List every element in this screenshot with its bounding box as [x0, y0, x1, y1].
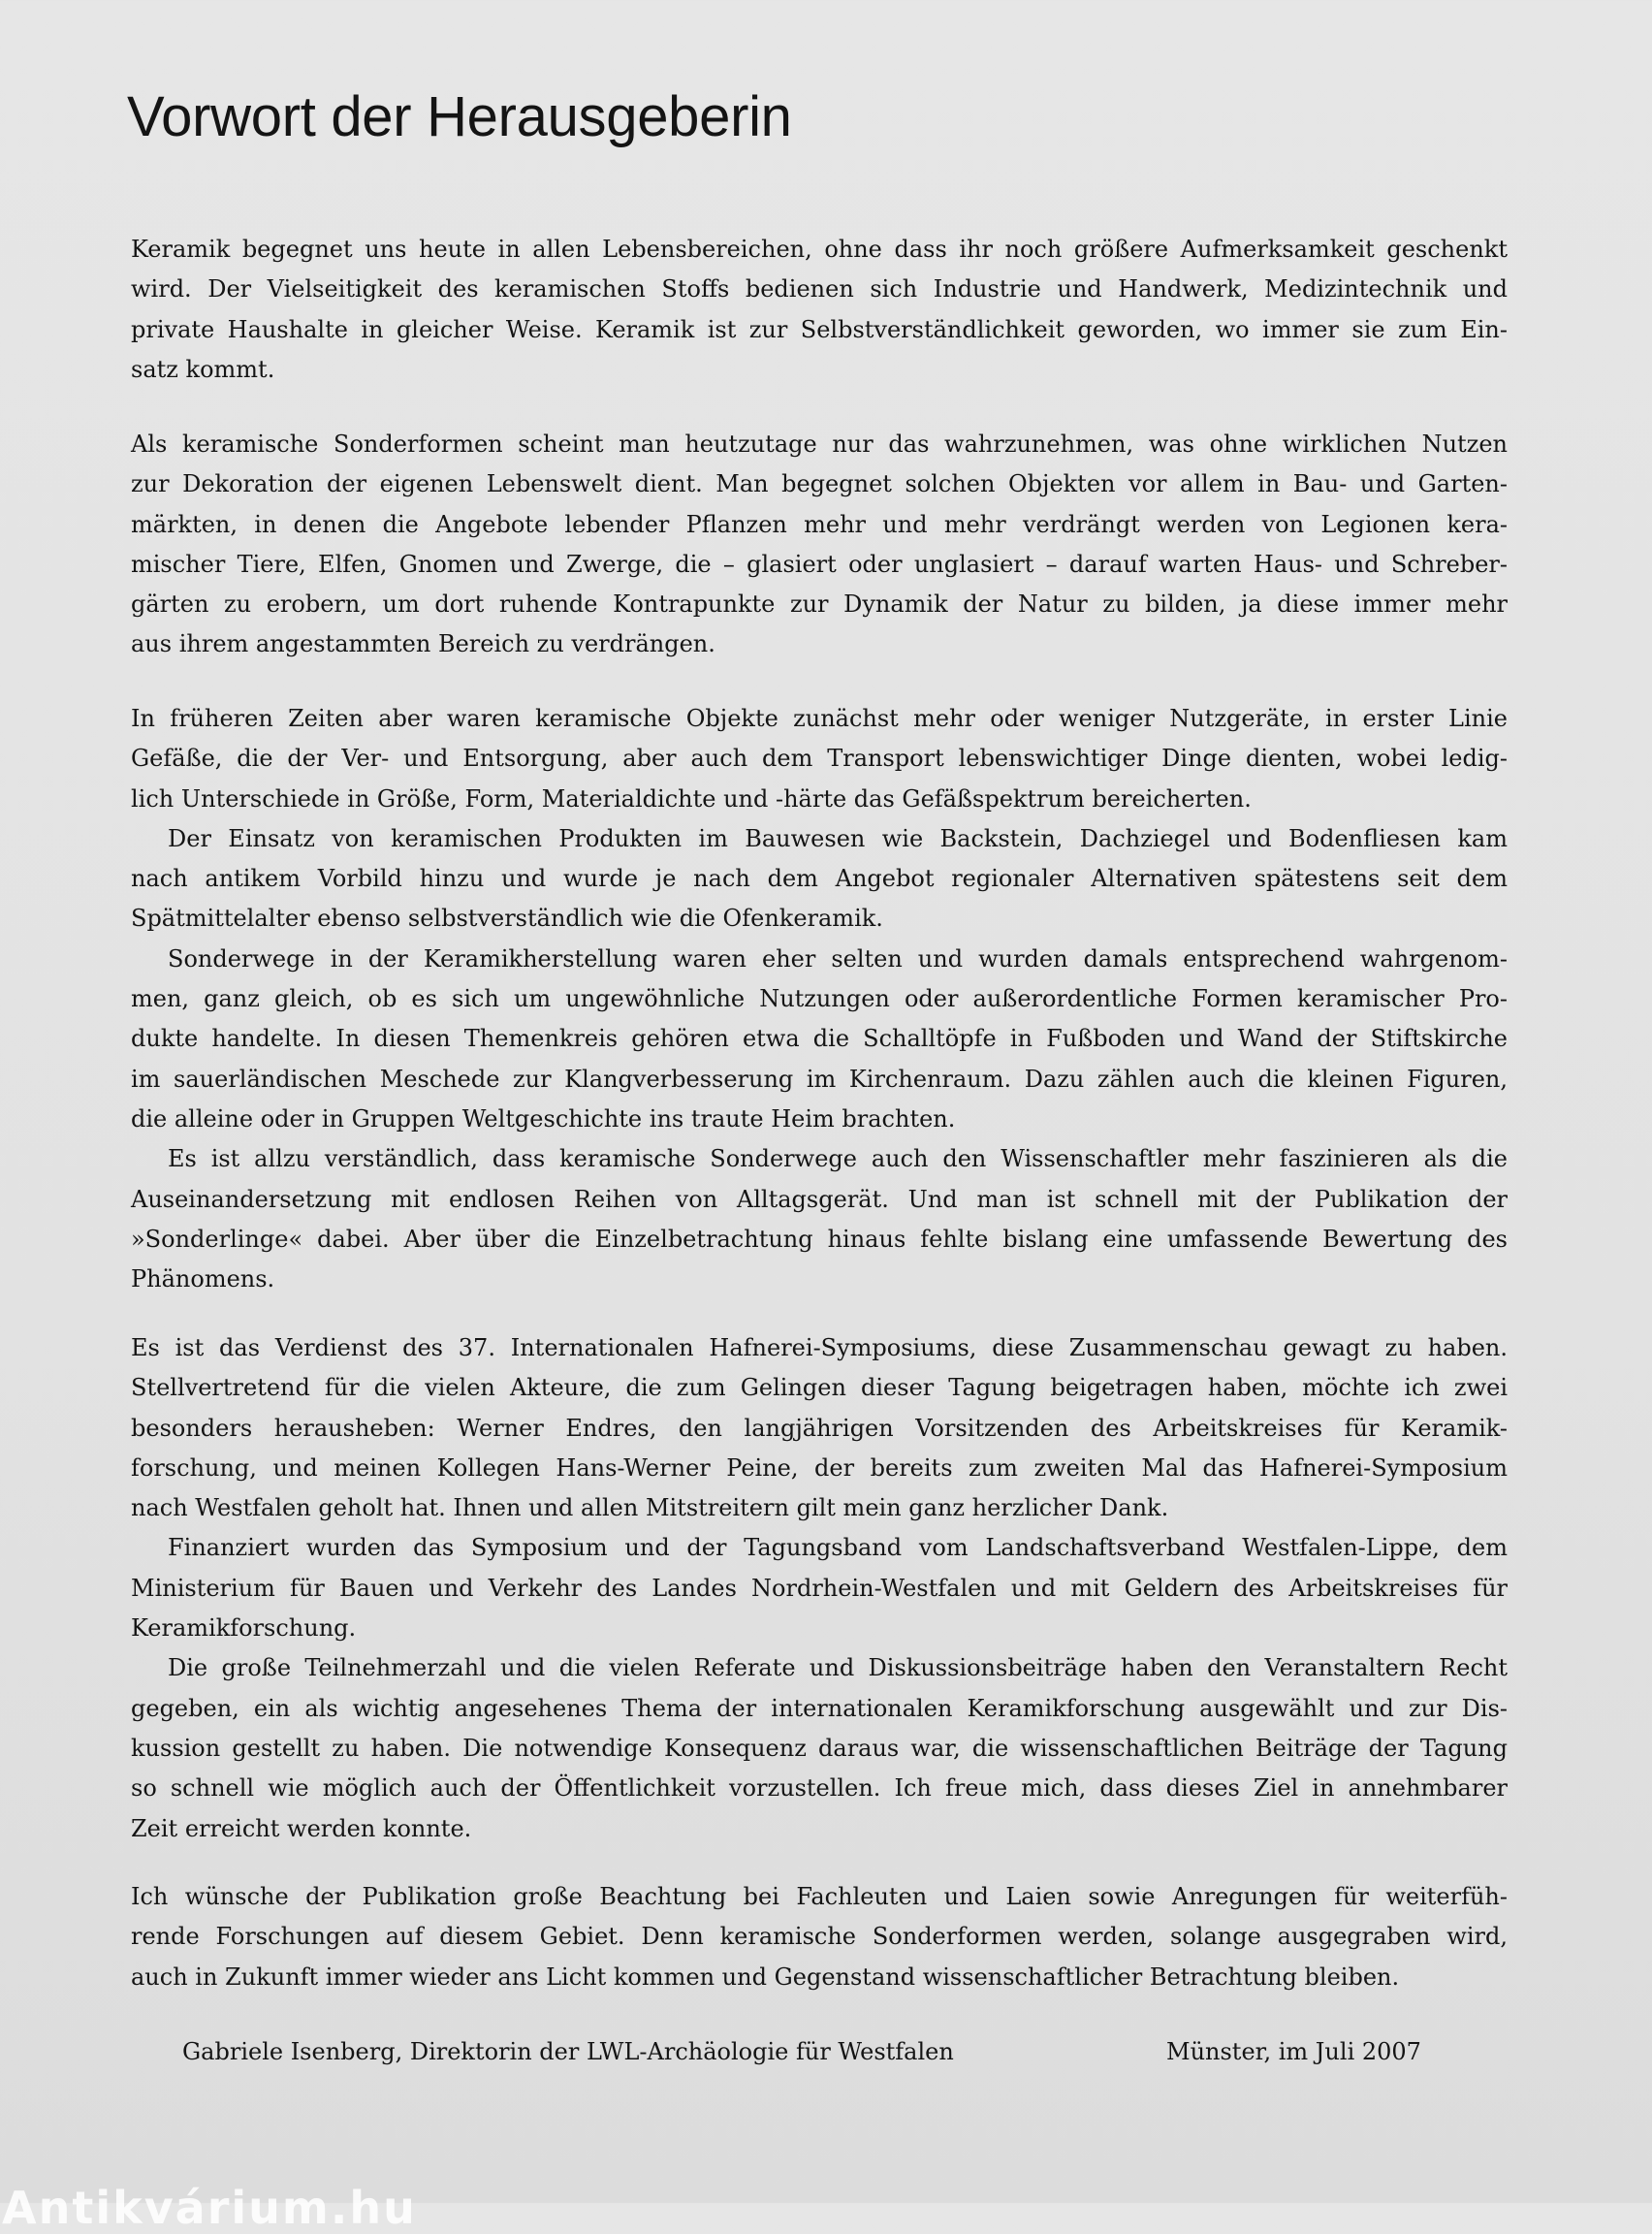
text-line: Finanziert wurden das Symposium und der Tagungsband vom Landschaftsverband Westfalen-Lippe, dem [168, 1534, 1508, 1562]
text-line: nach antikem Vorbild hinzu und wurde je nach dem Angebot regionaler Alternativen spätestens seit dem [131, 865, 1508, 893]
text-section [131, 230, 1508, 390]
text-line: so schnell wie möglich auch der Öffentlichkeit vorzustellen. Ich freue mich, dass dieses Ziel in annehmbarer [131, 1774, 1508, 1803]
text-line: Spätmittelalter ebenso selbstverständlich wie die Ofenkeramik. [131, 905, 883, 933]
text-section [131, 1328, 1508, 1849]
text-line: rende Forschungen auf diesem Gebiet. Denn keramische Sonderformen werden, solange ausgegraben wird, [131, 1923, 1508, 1951]
text-line: auch in Zukunft immer wieder ans Licht kommen und Gegenstand wissenschaftlicher Betrachtung bleiben. [131, 1963, 1400, 1991]
text-line: Die große Teilnehmerzahl und die vielen Referate und Diskussionsbeiträge haben den Veranstaltern Recht [168, 1654, 1508, 1682]
text-line: Phänomens. [131, 1265, 275, 1293]
paragraph [131, 819, 1508, 940]
paragraph [131, 1528, 1508, 1648]
paragraph [131, 699, 1508, 819]
text-line: Als keramische Sonderformen scheint man heutzutage nur das wahrzunehmen, was ohne wirklichen Nutzen [131, 431, 1508, 458]
text-line: Ministerium für Bauen und Verkehr des Landes Nordrhein-Westfalen und mit Geldern des Arbeitskreises für [131, 1574, 1508, 1602]
text-line: Gefäße, die der Ver- und Entsorgung, aber auch dem Transport lebenswichtiger Dinge dienten, wobei ledig- [131, 745, 1508, 773]
text-line: im sauerländischen Meschede zur Klangverbesserung im Kirchenraum. Dazu zählen auch die kleinen Figuren, [131, 1065, 1508, 1093]
text-line: Ich wünsche der Publikation große Beachtung bei Fachleuten und Laien sowie Anregungen für weiterfüh- [131, 1883, 1508, 1910]
text-line: dukte handelte. In diesen Themenkreis gehören etwa die Schalltöpfe in Fußboden und Wand der Stiftskirche [131, 1025, 1508, 1053]
text-line: märkten, in denen die Angebote lebender Pflanzen mehr und mehr verdrängt werden von Legionen kera- [131, 510, 1508, 538]
text-section [131, 1877, 1508, 1997]
text-line: Keramik begegnet uns heute in allen Lebensbereichen, ohne dass ihr noch größere Aufmerksamkeit geschenkt [131, 236, 1508, 263]
signature-place-date: Münster, im Juli 2007 [1166, 2038, 1421, 2065]
page-title: Vorwort der Herausgeberin [127, 85, 792, 148]
text-line: private Haushalte in gleicher Weise. Keramik ist zur Selbstverständlichkeit geworden, wo immer sie zum Ein- [131, 315, 1508, 343]
text-line: lich Unterschiede in Größe, Form, Materialdichte und -härte das Gefäßspektrum bereicherten. [131, 784, 1252, 813]
text-line: Zeit erreicht werden konnte. [131, 1814, 472, 1842]
paragraph [131, 230, 1508, 390]
text-line: Auseinandersetzung mit endlosen Reihen von Alltagsgerät. Und man ist schnell mit der Publikation der [131, 1185, 1508, 1213]
text-line: Es ist allzu verständlich, dass keramische Sonderwege auch den Wissenschaftler mehr faszinieren als die [168, 1145, 1508, 1173]
text-line: besonders herausheben: Werner Endres, den langjährigen Vorsitzenden des Arbeitskreises für Keramik- [131, 1414, 1508, 1442]
text-line: gegeben, ein als wichtig angesehenes Thema der internationalen Keramikforschung ausgewählt und zur Dis- [131, 1694, 1508, 1722]
text-line: Es ist das Verdienst des 37. Internationalen Hafnerei-Symposiums, diese Zusammenschau gewagt zu haben. [131, 1334, 1508, 1361]
paragraph [131, 1648, 1508, 1848]
text-line: aus ihrem angestammten Bereich zu verdrängen. [131, 630, 715, 658]
signature-author: Gabriele Isenberg, Direktorin der LWL-Archäologie für Westfalen [182, 2038, 954, 2065]
text-line: satz kommt. [131, 355, 275, 383]
paragraph [131, 1877, 1508, 1997]
paragraph [131, 940, 1508, 1139]
text-line: wird. Der Vielseitigkeit des keramischen Stoffs bedienen sich Industrie und Handwerk, Medizintechnik und [131, 275, 1508, 303]
text-line: Stellvertretend für die vielen Akteure, die zum Gelingen dieser Tagung beigetragen haben, möchte ich zwei [131, 1374, 1508, 1402]
text-section [131, 699, 1508, 1299]
paragraph [131, 425, 1508, 665]
text-section [131, 425, 1508, 665]
text-line: Keramikforschung. [131, 1614, 357, 1643]
paragraph [131, 1139, 1508, 1299]
text-line: men, ganz gleich, ob es sich um ungewöhnliche Nutzungen oder außerordentliche Formen keramischer Pro- [131, 985, 1508, 1013]
text-line: nach Westfalen geholt hat. Ihnen und allen Mitstreitern gilt mein ganz herzlicher Dank. [131, 1494, 1169, 1522]
text-line: Der Einsatz von keramischen Produkten im Bauwesen wie Backstein, Dachziegel und Bodenfliesen kam [168, 824, 1508, 852]
text-line: die alleine oder in Gruppen Weltgeschichte ins traute Heim brachten. [131, 1104, 956, 1133]
text-line: Sonderwege in der Keramikherstellung waren eher selten und wurden damals entsprechend wahrgenom- [168, 944, 1508, 973]
text-line: gärten zu erobern, um dort ruhende Kontrapunkte zur Dynamik der Natur zu bilden, ja diese immer mehr [131, 590, 1508, 619]
text-line: In früheren Zeiten aber waren keramische Objekte zunächst mehr oder weniger Nutzgeräte, in erster Linie [131, 705, 1508, 732]
watermark: Antikvárium.hu [2, 2182, 417, 2234]
text-line: »Sonderlinge« dabei. Aber über die Einzelbetrachtung hinaus fehlte bislang eine umfassende Bewertung des [131, 1225, 1508, 1253]
text-line: forschung, und meinen Kollegen Hans-Werner Peine, der bereits zum zweiten Mal das Hafnerei-Symposium [131, 1453, 1508, 1482]
text-line: mischer Tiere, Elfen, Gnomen und Zwerge, die – glasiert oder unglasiert – darauf warten Haus- und Schreber- [131, 550, 1508, 578]
text-line: zur Dekoration der eigenen Lebenswelt dient. Man begegnet solchen Objekten vor allem in Bau- und Garten- [131, 470, 1508, 498]
paragraph [131, 1328, 1508, 1528]
text-line: kussion gestellt zu haben. Die notwendige Konsequenz daraus war, die wissenschaftlichen Beiträge der Tagung [131, 1734, 1508, 1762]
